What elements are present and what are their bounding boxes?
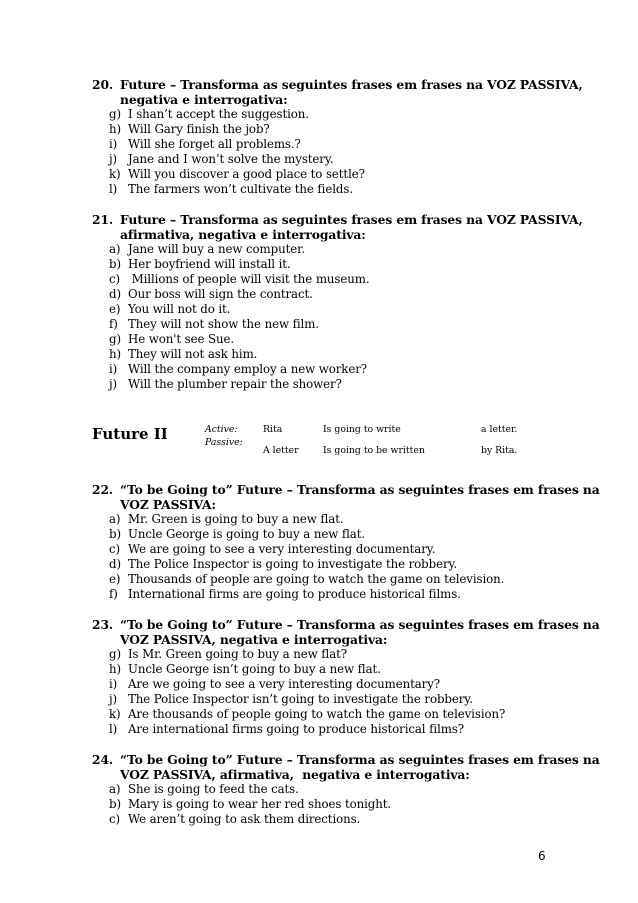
item-text: He won't see Sue. [128,332,235,346]
active-subject: Rita [263,424,283,435]
list-item [92,152,550,167]
list-item [92,692,550,707]
exercise-20 [92,77,583,197]
item-text: She is going to feed the cats. [128,782,299,796]
exercise-title-continued: VOZ PASSIVA, afirmativa, negativa e interrogativa: [120,767,470,782]
item-text: I shan’t accept the suggestion. [128,107,309,121]
list-item [92,647,550,662]
exercise-title: Future – Transforma as seguintes frases em frases na VOZ PASSIVA, [120,212,583,227]
section-title: Future II [92,425,168,443]
item-text: Are thousands of people going to watch the game on television? [128,707,506,721]
item-text: Will Gary finish the job? [128,122,270,136]
exercise-title: Future – Transforma as seguintes frases em frases na VOZ PASSIVA, [120,77,583,92]
item-text: The Police Inspector isn’t going to investigate the robbery. [128,692,473,706]
item-letter: l) [109,722,118,736]
exercise-number: 20. [92,77,114,92]
exercise-22-list [92,512,550,602]
item-text: Will you discover a good place to settle? [128,167,365,181]
item-letter: k) [109,167,121,181]
item-letter: a) [109,782,121,796]
item-text: Are international firms going to produce historical films? [128,722,465,736]
item-text: Uncle George is going to buy a new flat. [128,527,366,541]
item-letter: j) [109,377,118,391]
exercise-number: 23. [92,617,114,632]
item-letter: e) [109,572,121,586]
item-text: The Police Inspector is going to investigate the robbery. [128,557,458,571]
exercise-21-heading [92,212,583,242]
passive-label: Passive: [205,437,243,448]
item-letter: i) [109,362,118,376]
item-letter: d) [109,557,121,571]
item-letter: g) [109,647,121,661]
item-letter: b) [109,797,121,811]
passive-agent: by Rita. [481,445,518,456]
list-item [92,587,550,602]
item-text: They will not show the new film. [128,317,319,331]
exercise-20-heading [92,77,583,107]
exercise-23-list [92,647,550,737]
item-text: They will not ask him. [128,347,258,361]
item-text: Thousands of people are going to watch the game on television. [128,572,505,586]
list-item [92,377,550,392]
list-item [92,302,550,317]
passive-verb: Is going to be written [323,445,425,456]
item-letter: a) [109,512,121,526]
item-text: Mr. Green is going to buy a new flat. [128,512,344,526]
list-item [92,557,550,572]
list-item [92,362,550,377]
page-number: 6 [538,849,546,863]
list-item [92,707,550,722]
exercise-22-heading [92,482,600,512]
exercise-title-continued: VOZ PASSIVA: [120,497,216,512]
item-letter: a) [109,242,121,256]
list-item [92,122,550,137]
item-text: Our boss will sign the contract. [128,287,313,301]
item-text: Jane will buy a new computer. [128,242,305,256]
exercise-number: 24. [92,752,114,767]
exercise-title-continued: negativa e interrogativa: [120,92,288,107]
item-letter: d) [109,287,121,301]
exercise-21-list [92,242,550,392]
item-letter: b) [109,527,121,541]
passive-subject: A letter [263,445,299,456]
exercise-21 [92,212,583,392]
item-letter: g) [109,332,121,346]
item-letter: f) [109,587,118,601]
item-letter: f) [109,317,118,331]
exercise-title: “To be Going to” Future – Transforma as seguintes frases em frases na [120,752,600,767]
exercise-title: “To be Going to” Future – Transforma as seguintes frases em frases na [120,617,600,632]
item-letter: h) [109,347,122,361]
exercise-number: 22. [92,482,114,497]
active-label: Active: [205,424,238,435]
list-item [92,722,550,737]
item-text: We aren’t going to ask them directions. [128,812,361,826]
list-item [92,332,550,347]
list-item [92,662,550,677]
item-letter: c) [109,272,121,286]
exercise-number: 21. [92,212,114,227]
exercise-24-list [92,782,550,827]
item-letter: g) [109,107,121,121]
list-item [92,287,550,302]
exercise-20-list [92,107,550,197]
item-text: You will not do it. [128,302,231,316]
list-item [92,347,550,362]
list-item [92,542,550,557]
item-text: Millions of people will visit the museum. [128,272,370,286]
list-item [92,107,550,122]
item-letter: i) [109,677,118,691]
item-text: Will she forget all problems.? [128,137,301,151]
item-letter: l) [109,182,118,196]
active-verb: Is going to write [323,424,401,435]
list-item [92,797,550,812]
list-item [92,527,550,542]
item-text: International firms are going to produce historical films. [128,587,461,601]
item-text: Will the company employ a new worker? [128,362,368,376]
item-text: Uncle George isn’t going to buy a new flat. [128,662,381,676]
list-item [92,782,550,797]
list-item [92,572,550,587]
exercise-22 [92,482,600,602]
item-letter: c) [109,812,121,826]
list-item [92,167,550,182]
item-letter: i) [109,137,118,151]
exercise-23-heading [92,617,600,647]
item-letter: b) [109,257,121,271]
item-letter: h) [109,122,122,136]
item-text: Will the plumber repair the shower? [128,377,342,391]
list-item [92,677,550,692]
item-text: Her boyfriend will install it. [128,257,291,271]
list-item [92,317,550,332]
item-text: The farmers won’t cultivate the fields. [128,182,353,196]
item-letter: h) [109,662,122,676]
exercise-24-heading [92,752,600,782]
list-item [92,812,550,827]
item-letter: k) [109,707,121,721]
item-letter: c) [109,542,121,556]
list-item [92,137,550,152]
list-item [92,512,550,527]
exercise-title: “To be Going to” Future – Transforma as seguintes frases em frases na [120,482,600,497]
item-letter: e) [109,302,121,316]
active-object: a letter. [481,424,518,435]
exercise-title-continued: afirmativa, negativa e interrogativa: [120,227,366,242]
item-text: Jane and I won’t solve the mystery. [128,152,334,166]
item-text: We are going to see a very interesting documentary. [128,542,436,556]
item-letter: j) [109,152,118,166]
exercise-23 [92,617,600,737]
item-text: Is Mr. Green going to buy a new flat? [128,647,347,661]
list-item [92,272,550,287]
item-text: Mary is going to wear her red shoes tonight. [128,797,392,811]
list-item [92,182,550,197]
item-letter: j) [109,692,118,706]
exercise-title-continued: VOZ PASSIVA, negativa e interrogativa: [120,632,388,647]
exercise-24 [92,752,600,827]
item-text: Are we going to see a very interesting documentary? [128,677,440,691]
list-item [92,242,550,257]
list-item [92,257,550,272]
